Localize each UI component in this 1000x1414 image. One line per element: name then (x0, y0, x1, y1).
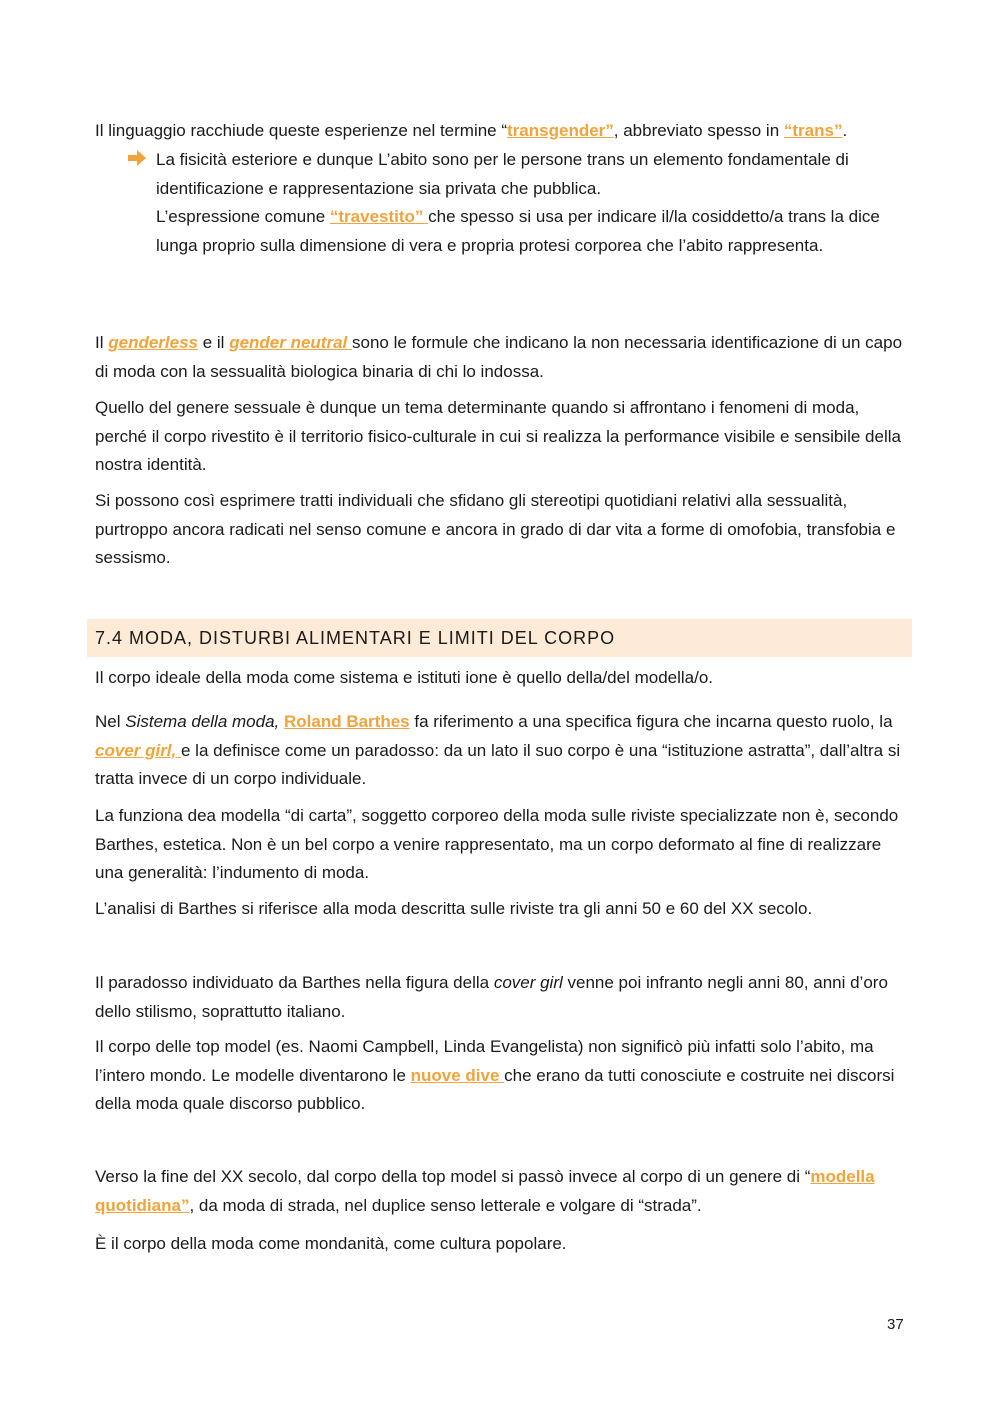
paragraph-top-model: Il corpo delle top model (es. Naomi Campbell, Linda Evangelista) non significò più infatti solo l’abito, ma l’intero mondo. Le modelle diventarono le nuove dive che erano da tutti conosciute e costruite nei discorsi della moda quale discorso pubblico. (95, 1037, 895, 1113)
paragraph-paradosso: Il paradosso individuato da Barthes nella figura della cover girl venne poi infranto negli anni 80, anni d’oro dello stilismo, soprattutto italiano. (95, 973, 888, 1021)
arrow-right-icon (126, 147, 148, 169)
paragraph-genderless: Il genderless e il gender neutral sono le formule che indicano la non necessaria identificazione di un capo di moda con la sessualità biologica binaria di chi lo indossa. (95, 333, 903, 381)
term-roland-barthes: Roland Barthes (284, 712, 410, 731)
term-travestito: “travestito” (329, 207, 429, 226)
paragraph-corpo-ideale: Il corpo ideale della moda come sistema e istituti ione è quello della/del modella/o. (95, 668, 714, 687)
paragraph-modella-quotidiana: Verso la fine del XX secolo, dal corpo della top model si passò invece al corpo di un genere di “modella quotidiana”, da moda di strada, nel duplice senso letterale e volgare di “strada”. (95, 1167, 875, 1215)
bullet-paragraph: La fisicità esteriore e dunque L’abito sono per le persone trans un elemento fondamentale di identificazione e rappresentazione sia privata che pubblica. L’espressione comune “travestito” che spesso si usa per indicare il/la cosiddetto/a trans la dice lunga proprio sulla dimensione di vera e propria protesi corporea che l’abito rappresenta. (156, 150, 880, 255)
term-trans: “trans” (783, 121, 843, 140)
term-cover-girl: cover girl, (95, 740, 181, 760)
section-heading: 7.4 MODA, DISTURBI ALIMENTARI E LIMITI DEL CORPO (95, 628, 616, 648)
paragraph-modella-di-carta: La funziona dea modella “di carta”, soggetto corporeo della moda sulle riviste specializzate non è, secondo Barthes, estetica. Non è un bel corpo a venire rappresentato, ma un corpo deformato al fine di realizzare una generalità: l’indumento di moda. (95, 806, 899, 882)
paragraph-barthes: Nel Sistema della moda, Roland Barthes fa riferimento a una specifica figura che incarna questo ruolo, la cover girl, e la definisce come un paradosso: da un lato il suo corpo è una “istituzione astratta”, dall’altra si tratta invece di un corpo individuale. (95, 712, 901, 788)
paragraph-mondanita: È il corpo della moda come mondanità, come cultura popolare. (95, 1234, 567, 1253)
paragraph-transgender: Il linguaggio racchiude queste esperienze nel termine “transgender”, abbreviato spesso in “trans”. (95, 121, 848, 140)
page-number: 37 (887, 1316, 904, 1333)
paragraph-genere-sessuale: Quello del genere sessuale è dunque un tema determinante quando si affrontano i fenomeni di moda, perché il corpo rivestito è il territorio fisico-culturale in cui si realizza la performance visibile e sensibile della nostra identità. (95, 398, 901, 474)
paragraph-stereotipi: Si possono così esprimere tratti individuali che sfidano gli stereotipi quotidiani relativi alla sessualità, purtroppo ancora radicati nel senso comune e ancora in grado di dar vita a forme di omofobia, transfobia e sessismo. (95, 491, 896, 567)
term-gender-neutral: gender neutral (229, 333, 352, 352)
term-nuove-dive: nuove dive (410, 1065, 505, 1085)
term-genderless: genderless (108, 333, 198, 352)
term-modella-quotidiana: modella quotidiana” (95, 1167, 875, 1215)
term-transgender: transgender” (507, 121, 614, 140)
paragraph-analisi-barthes: L’analisi di Barthes si riferisce alla moda descritta sulle riviste tra gli anni 50 e 60 del XX secolo. (95, 899, 813, 918)
